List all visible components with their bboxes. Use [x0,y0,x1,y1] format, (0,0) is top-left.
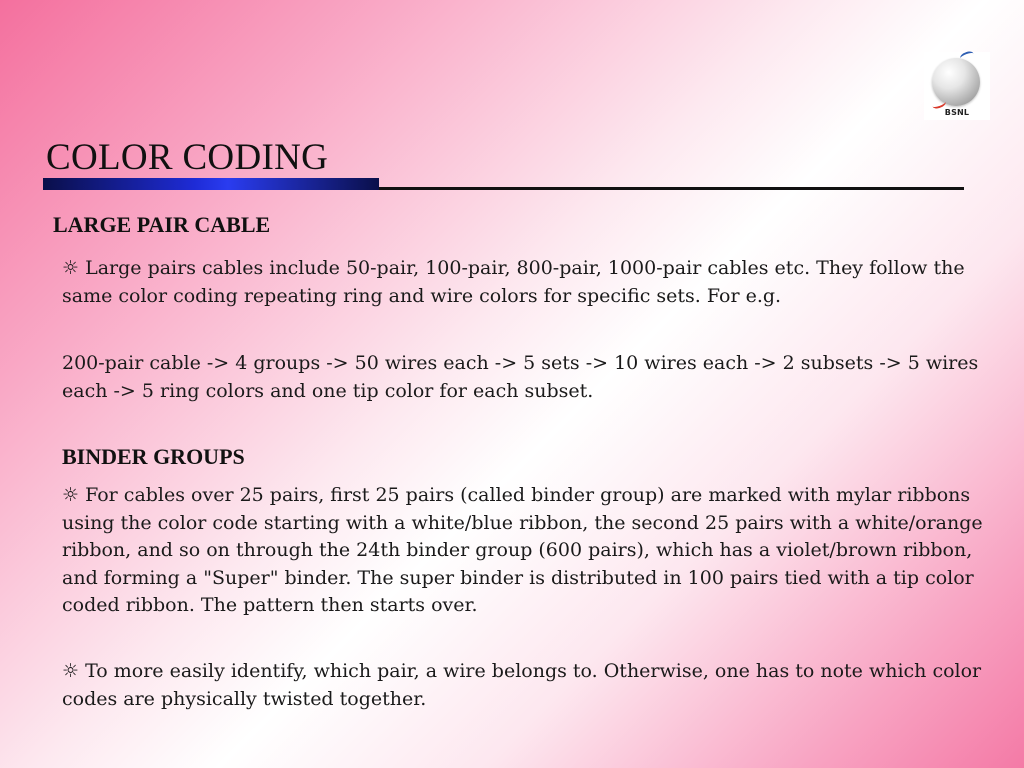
section-heading-binder-groups: BINDER GROUPS [62,444,245,469]
slide-title: COLOR CODING [46,137,329,178]
paragraph-text: To more easily identify, which pair, a wire belongs to. Otherwise, one has to note which color codes are physically twisted together. [62,660,982,710]
section-heading-large-pair-cable: LARGE PAIR CABLE [53,212,271,237]
sun-bullet-icon: ☼ [62,660,80,682]
paragraph-200-pair-example [62,350,992,405]
paragraph-identify-pair [62,658,992,713]
paragraph-text: 200-pair cable -> 4 groups -> 50 wires each -> 5 sets -> 10 wires each -> 2 subsets -> 5 wires each -> 5 ring colors and one tip color for each subset. [62,352,979,402]
paragraph-text: For cables over 25 pairs, first 25 pairs (called binder group) are marked with mylar ribbons using the color code starting with a white/blue ribbon, the second 25 pairs with a white/orange ribbon, and so on through the 24th binder group (600 pairs), which has a violet/brown ribbon, and forming a "Super" binder. The super binder is distributed in 100 pairs tied with a tip color coded ribbon. The pattern then starts over. [62,484,983,616]
sun-bullet-icon: ☼ [62,257,80,279]
paragraph-large-pairs [62,255,992,310]
bsnl-logo [924,52,990,120]
paragraph-binder-groups [62,482,992,620]
sun-bullet-icon: ☼ [62,484,80,506]
paragraph-text: Large pairs cables include 50-pair, 100-pair, 800-pair, 1000-pair cables etc. They follow the same color coding repeating ring and wire colors for specific sets. For e.g. [62,257,965,307]
title-accent-bar [43,178,379,190]
logo-text: BSNL [944,108,970,117]
